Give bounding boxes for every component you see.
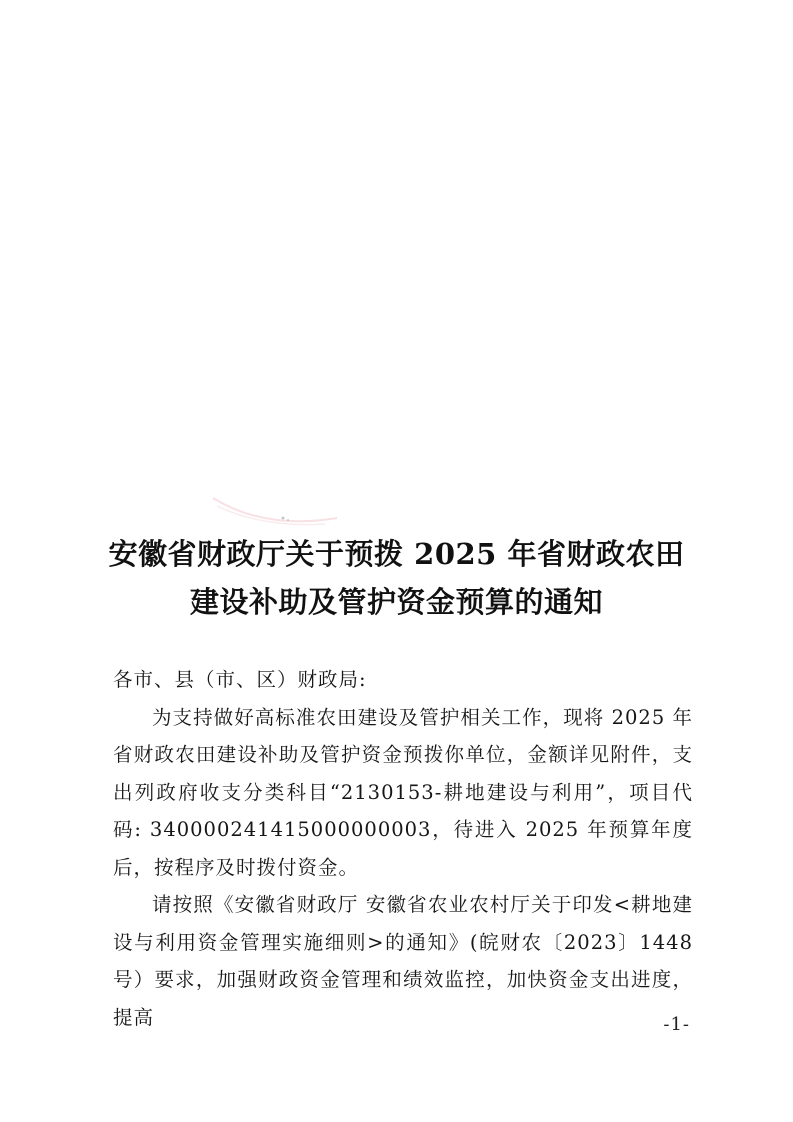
paragraph-2: 请按照《安徽省财政厅 安徽省农业农村厅关于印发<耕地建设与利用资金管理实施细则>的通知》(皖财农〔2023〕1448 号）要求，加强财政资金管理和绩效监控，加快资金支出进度，提高 <box>113 893 693 1029</box>
page-number: -1- <box>663 1014 690 1035</box>
seal-stamp-trace <box>205 478 345 538</box>
paragraph-1: 为支持做好高标准农田建设及管护相关工作，现将 2025 年省财政农田建设补助及管护资金预拨你单位，金额详见附件，支出列政府收支分类科目“2130153-耕地建设与利用”，项目代码: 340000241415000000003，待进入 2025 年预算年度后，按程序及时拨付资金。 <box>113 705 693 879</box>
document-title <box>0 530 793 626</box>
title-line-2: 建设补助及管护资金预算的通知 <box>189 585 603 619</box>
salutation: 各市、县（市、区）财政局: <box>113 668 367 691</box>
title-line-1: 安徽省财政厅关于预拨 2025 年省财政农田 <box>108 537 685 571</box>
document-body <box>113 661 693 1036</box>
